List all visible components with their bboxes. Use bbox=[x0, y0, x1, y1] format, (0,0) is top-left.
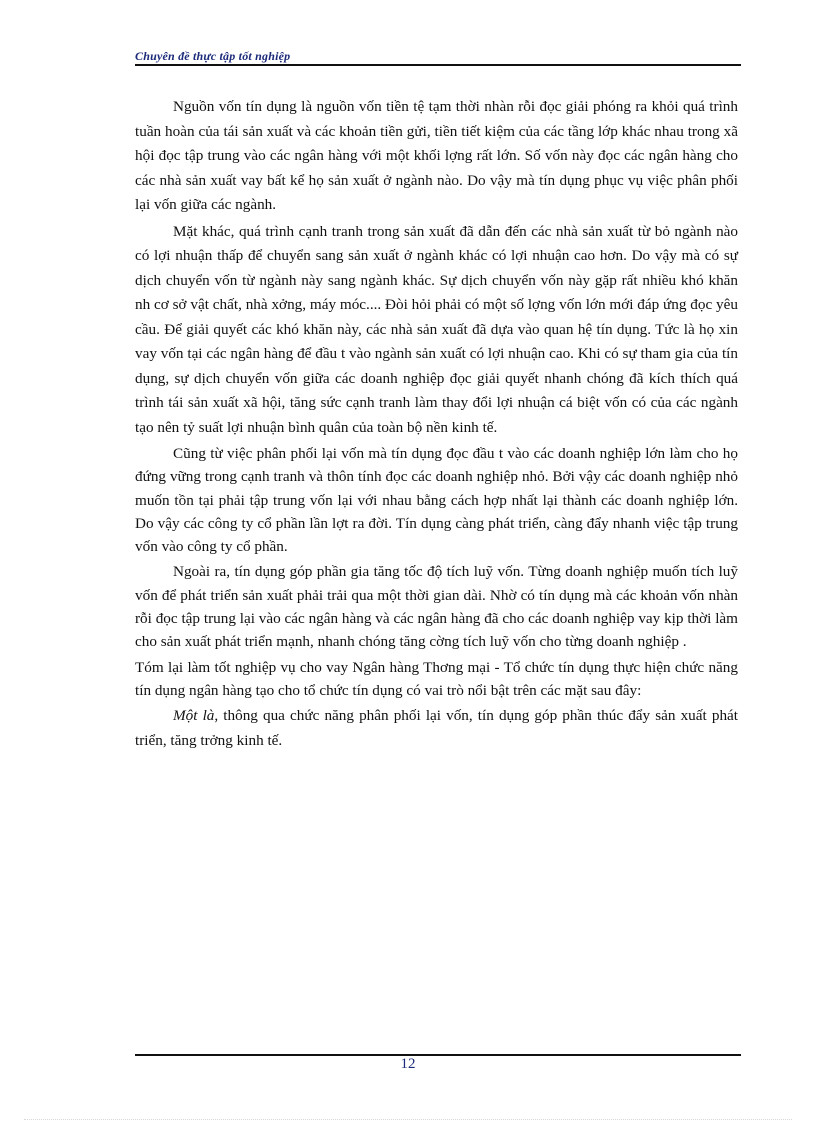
header-divider bbox=[135, 64, 741, 66]
page-body bbox=[135, 95, 738, 755]
paragraph: Ngoài ra, tín dụng góp phần gia tăng tốc độ tích luỹ vốn. Từng doanh nghiệp muốn tích luỹ vốn để phát triển sản xuất phải trải qua một thời gian dài. Nhờ có tín dụng mà các khoản vốn nhàn rỗi đọc tập trung lại vào các ngân hàng và các ngân hàng đã cho các doanh nghiệp vay kịp thời làm cho sản xuất phát triển mạnh, nhanh chóng tăng cờng tích luỹ vốn cho từng doanh nghiệp . bbox=[135, 563, 738, 651]
paragraph: Nguồn vốn tín dụng là nguồn vốn tiền tệ tạm thời nhàn rỗi đọc giải phóng ra khỏi quá trình tuần hoàn của tái sản xuất và các khoản tiền gửi, tiền tiết kiệm của các tầng lớp khác nhau trong xã hội đọc tập trung vào các ngân hàng với một khối lợng rất lớn. Số vốn này đọc các ngân hàng cho các nhà sản xuất vay bất kể họ sản xuất ở ngành nào. Do vậy mà tín dụng phục vụ việc phân phối lại vốn giữa các ngành. bbox=[135, 98, 738, 213]
paragraph bbox=[135, 704, 738, 753]
page-edge-dots bbox=[24, 1119, 792, 1120]
page-number: 12 bbox=[400, 1056, 416, 1072]
paragraph: Tóm lại làm tốt nghiệp vụ cho vay Ngân hàng Thơng mại - Tổ chức tín dụng thực hiện chức năng tín dụng ngân hàng tạo cho tổ chức tín dụng có vai trò nổi bật trên các mặt sau đây: bbox=[135, 658, 738, 699]
italic-lead-text: Một là bbox=[173, 707, 215, 725]
paragraph: Mặt khác, quá trình cạnh tranh trong sản xuất đã dẫn đến các nhà sản xuất từ bỏ ngành nào có lợi nhuận thấp để chuyển sang sản xuất ở ngành khác có lợi nhuận cao hơn. Do vậy mà có sự dịch chuyển vốn từ ngành này sang ngành khác. Sự dịch chuyển vốn này gặp rất nhiều khó khăn nh cơ sở vật chất, nhà xởng, máy móc.... Đòi hỏi phải có một số lợng vốn lớn mới đáp ứng đọc yêu cầu. Để giải quyết các khó khăn này, các nhà sản xuất đã dựa vào quan hệ tín dụng. Tức là họ xin vay vốn tại các ngân hàng để đầu t vào ngành sản xuất có lợi nhuận cao. Khi có sự tham gia của tín dụng, sự dịch chuyển vốn giữa các doanh nghiệp đọc giải quyết nhanh chóng đã kích thích quá trình tái sản xuất xã hội, tăng sức cạnh tranh làm thay đổi lợi nhuận cá biệt vốn có của các ngành tạo nên tỷ suất lợi nhuận bình quân của toàn bộ nền kinh tế. bbox=[135, 222, 738, 436]
paragraph: Cũng từ việc phân phối lại vốn mà tín dụng đọc đầu t vào các doanh nghiệp lớn làm cho họ đứng vững trong cạnh tranh và thôn tính đọc các doanh nghiệp nhỏ. Bởi vậy các doanh nghiệp nhỏ muốn tồn tại phải tập trung vốn lại với nhau bằng cách hợp nhất lại thành các doanh nghiệp lớn. Do vậy các công ty cổ phần lần lợt ra đời. Tín dụng càng phát triển, càng đẩy nhanh việc tập trung vốn vào công ty cổ phần. bbox=[135, 445, 738, 556]
running-header: Chuyên đề thực tập tốt nghiệp bbox=[135, 49, 291, 63]
paragraph-text: , thông qua chức năng phân phối lại vốn, tín dụng góp phần thúc đẩy sản xuất phát triển, tăng trởng kinh tế. bbox=[135, 707, 738, 749]
